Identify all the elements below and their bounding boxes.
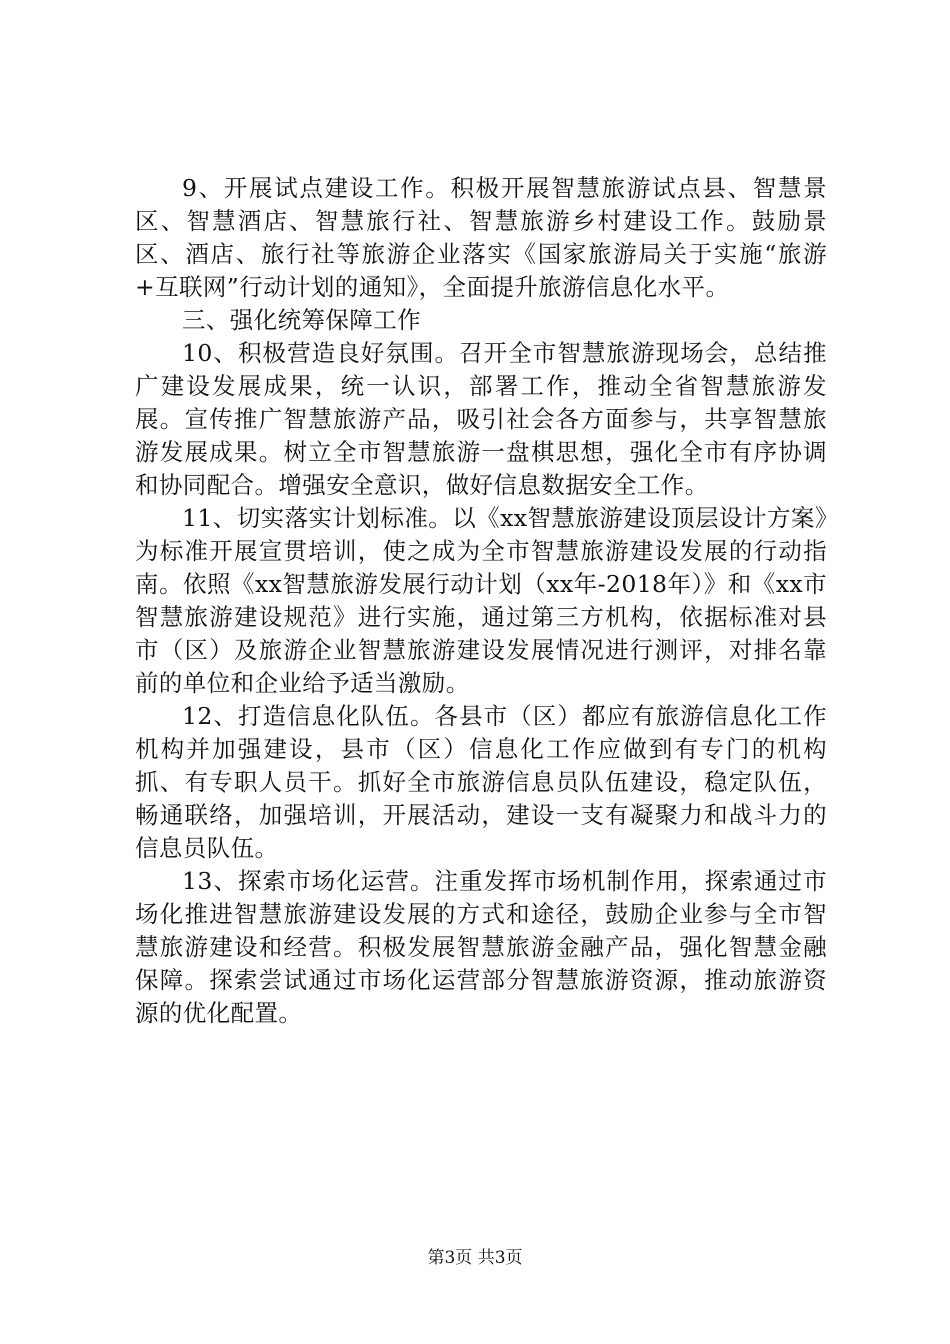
section-heading: 三、强化统筹保障工作 <box>182 306 421 334</box>
page-number-label: 第3页 共3页 <box>427 1248 523 1268</box>
paragraph-item-9: 9、开展试点建设工作。积极开展智慧旅游试点县、智慧景区、智慧酒店、智慧旅行社、智慧旅游乡村建设工作。鼓励景区、酒店、旅行社等旅游企业落实《国家旅游局关于实施“旅游+互联网”行动计划的通知》，全面提升旅游信息化水平。 <box>135 174 827 301</box>
paragraph-item-10: 10、积极营造良好氛围。召开全市智慧旅游现场会，总结推广建设发展成果，统一认识，部署工作，推动全省智慧旅游发展。宣传推广智慧旅游产品，吸引社会各方面参与，共享智慧旅游发展成果。树立全市智慧旅游一盘棋思想，强化全市有序协调和协同配合。增强安全意识，做好信息数据安全工作。 <box>135 339 827 499</box>
paragraph-item-11: 11、切实落实计划标准。以《xx智慧旅游建设顶层设计方案》为标准开展宣贯培训，使之成为全市智慧旅游建设发展的行动指南。依照《xx智慧旅游发展行动计划（xx年-2018年）》和《xx市智慧旅游建设规范》进行实施，通过第三方机构，依据标准对县市（区）及旅游企业智慧旅游建设发展情况进行测评，对排名靠前的单位和企业给予适当激励。 <box>135 504 827 697</box>
paragraph-item-13: 13、探索市场化运营。注重发挥市场机制作用，探索通过市场化推进智慧旅游建设发展的方式和途径，鼓励企业参与全市智慧旅游建设和经营。积极发展智慧旅游金融产品，强化智慧金融保障。探索尝试通过市场化运营部分智慧旅游资源，推动旅游资源的优化配置。 <box>135 867 827 1027</box>
paragraph-item-12: 12、打造信息化队伍。各县市（区）都应有旅游信息化工作机构并加强建设，县市（区）信息化工作应做到有专门的机构抓、有专职人员干。抓好全市旅游信息员队伍建设，稳定队伍，畅通联络，加强培训，开展活动，建设一支有凝聚力和战斗力的信息员队伍。 <box>135 702 827 862</box>
document-body <box>135 172 827 1030</box>
page-footer <box>0 1247 950 1269</box>
